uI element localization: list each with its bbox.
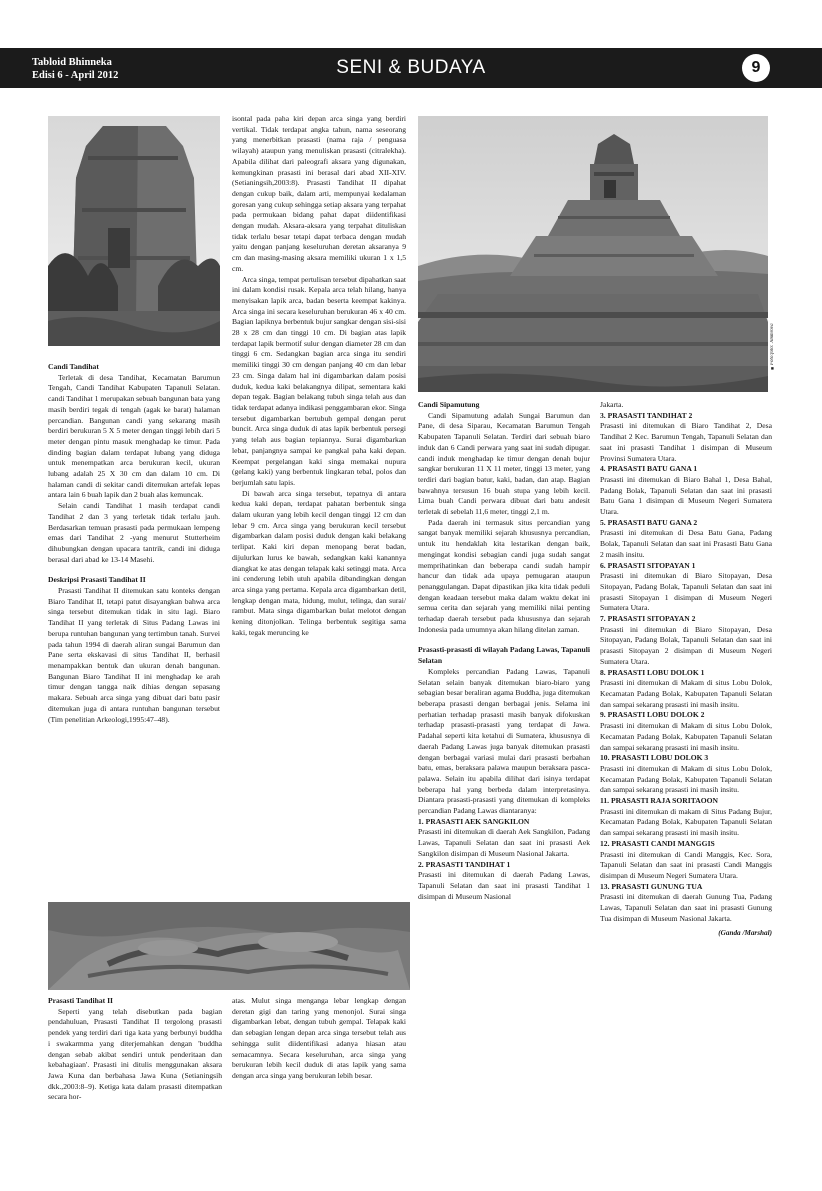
body-paragraph: Pada daerah ini termasuk situs percandian yang sangat banyak memiliki sejarah khususnya percandian, untuk itu hendaklah kita lestarikan dengan baik, mengingat kondisi sebagian candi juga sudah sangat memprihatinkan dan beberapa candi sudah hampir hancur dan tidak ada upaya pemugaran ataupun penanggulangan. Dapat dipastikan jika kita tidak peduli dengan keadaan tersebut maka dalam waktu dekat ini semua cerita dan sejarah yang memiliki nilai penting terhadap daerah tersebut pada khususnya dan sejarah Indonesia pada umumnya akan hilang ditelan zaman.	[418, 517, 590, 634]
publication-name: Tabloid Bhinneka	[32, 57, 112, 68]
body-paragraph: Kompleks percandian Padang Lawas, Tapanuli Selatan selain banyak ditemukan biaro-biaro yang sebagian besar beraliran agama Buddha, juga ditemukan beberapa prasasti dengan berbagai jenis. Selama ini perhatian terhadap prasasti masih banyak difokuskan terhadap prasasti-prasasti yang terdapat di Jawa. Padahal seperti kita ketahui di Sumatera, khususnya di daerah Padang Lawas juga banyak ditemukan prasasti dengan berbagai variasi mulai dari prasasti berbahan batu, emas, beraksara palawa maupun beraksara pasca-palawa. Selain itu apabila dilihat dari isinya terdapat beberapa hal yang berbeda dalam interpretasinya. Diantara prasasti-prasasti yang ditemukan di kompleks percandian Padang Lawas diantaranya:	[418, 666, 590, 816]
prasasti-tandihat-photo	[48, 902, 410, 990]
spacer	[48, 565, 220, 575]
body-paragraph: Prasasti ini ditemukan di Biaro Sitopayan, Desa Sitopayan, Padang Bolak, Tapanuli Selatan dan saat ini prasasti Sitopayan 1 disimpan di Museum Negeri Sumatera Utara.	[600, 571, 772, 613]
edition-label: Edisi 6 - April 2012	[32, 70, 119, 81]
inscription-heading: 11. PRASASTI RAJA SORITAOON	[600, 796, 719, 806]
section-heading: Prasasti-prasasti di wilayah Padang Lawas, Tapanuli Selatan	[418, 645, 590, 666]
inscription-heading: 13. PRASASTI GUNUNG TUA	[600, 881, 703, 891]
body-paragraph: Prasasti ini ditemukan di Makam di situs Lobu Dolok, Kecamatan Padang Bolak, Kabupaten Tapanuli Selatan dan sampai sekarang prasasti ini masih insitu.	[600, 678, 772, 709]
candi-sipamutung-photo	[418, 116, 768, 392]
body-paragraph: Prasasti ini ditemukan di daerah Aek Sangkilon, Padang Lawas, Tapanuli Selatan dan saat ini prasasti Aek Sangkilon disimpan di Museum Nasional Jakarta.	[418, 827, 590, 858]
column-1-bottom	[48, 996, 222, 1136]
body-paragraph: Prasasti ini ditemukan di Biaro Bahal 1, Desa Bahal, Padang Bolak, Tapanuli Selatan dan saat ini prasasti Batu Gana 1 disimpan di Museum Negeri Sumatera Utara.	[600, 474, 772, 517]
section-heading: Prasasti Tandihat II	[48, 996, 113, 1005]
column-3	[418, 400, 590, 1152]
inscription-heading: 9. PRASASTI LOBU DOLOK 2	[600, 710, 705, 720]
spacer	[418, 635, 590, 645]
inscription-heading: 6. PRASASTI SITOPAYAN 1	[600, 560, 696, 570]
body-paragraph: Prasasti ini ditemukan di Biaro Tandihat 2, Desa Tandihat 2 Kec. Barumun Tengah, Tapanuli Selatan dan saat ini prasasti Tandihat 1 disimpan di Museum Provinsi Sumatera Utara.	[600, 421, 772, 463]
column-1-top	[48, 362, 220, 896]
body-paragraph: atas. Mulut singa menganga lebar lengkap dengan deretan gigi dan taring yang menonjol. Surai singa digambarkan lebat, dengan tubuh gempal. Telapak kaki dan sebagian lengan depan arca singa tersebut telah aus sehingga sulit diidentifikasi adanya hiasan atau semacamnya. Secara keseluruhan, arca singa yang berukuran lebih kecil duduk di atas lapik yang sama dengan arca singa yang berukuran lebih besar.	[232, 996, 406, 1080]
section-title: SENI & BUDAYA	[336, 57, 486, 78]
column-4	[600, 400, 772, 1152]
inscription-heading: 12. PRASASTI CANDI MANGGIS	[600, 838, 715, 848]
body-paragraph: Prasasti ini ditemukan di daerah Gunung Tua, Padang Lawas, Tapanuli Selatan dan saat ini prasasti Gunung Tua disimpan di Museum Nasional Jakarta.	[600, 892, 772, 923]
body-paragraph: Prasasti Tandihat II ditemukan satu konteks dengan Biaro Tandihat II, tetapi patut disayangkan bahwa arca singa tersebut ditemukan tidak in situ lagi. Biaro Tandihat II yang terletak di Situs Padang Lawas ini berupa runtuhan bangunan yang tertimbun tanah. Survei pada tahun 1994 di daerah aliran sungai Barumun dan Pane serta ekskavasi di situs Tandihat II, berhasil menampakkan bentuk dan ukuran denah bangunan. Bangunan Biaro Tandihat II ini menghadap ke arah timur dengan tangga naik dihias dengan sepasang makara. Sebuah arca singa yang dibuat dari batu pasir ditemukan juga di antara runtuhan bangunan tersebut (Tim penelitian Arkeologi,1995:47–48).	[48, 586, 220, 724]
inscription-heading: 10. PRASASTI LOBU DOLOK 3	[600, 753, 709, 763]
column-2-top	[232, 114, 406, 896]
body-paragraph: Prasasti ini ditemukan di Desa Batu Gana, Padang Bolak, Tapanuli Selatan dan saat ini Prasasti Batu Gana 2 masih insitu.	[600, 528, 772, 559]
body-paragraph: Di bawah arca singa tersebut, tepatnya di antara kedua kaki depan, terdapat pahatan berbentuk singa dalam ukuran yang lebih kecil dengan tinggi 12 cm dan lebar 9 cm. Arca singa yang berukuran kecil tersebut digambarkan dalam posisi duduk dengan kaki belakang terlipat. Kaki kiri depan menopang berat badan, dijulurkan lurus ke bawah, sedangkan kaki kanannya diangkat ke atas dengan telapak kaki setinggi mata. Arca ini cenderung lebih utuh apabila dibandingkan dengan arca singa yang pertama. Kepala arca digambarkan detil, lengkap dengan mata, hidung, mulut, telinga, dan surai/ rambut. Mata singa digambarkan bulat melotot dengan kening ditonjolkan. Telinga berbentuk segitiga sama kaki, tegak meruncing ke	[232, 488, 406, 637]
inscription-heading: 7. PRASASTI SITOPAYAN 2	[600, 614, 696, 624]
body-paragraph: Prasasti ini ditemukan di Makam di situs Lobu Dolok, Kecamatan Padang Bolak, Kabupaten Tapanuli Selatan dan sampai sekarang prasasti ini masih insitu.	[600, 763, 772, 795]
body-paragraph: Prasasti ini ditemukan di makam di Situs Padang Bujur, Kecamatan Padang Bolak, Kabupaten Tapanuli Selatan dan sampai sekarang prasasti ini masih insitu.	[600, 806, 772, 838]
inscription-heading: 1. PRASASTI AEK SANGKILON	[418, 816, 530, 826]
section-heading: Candi Sipamutung	[418, 400, 480, 409]
inscription-heading: 3. PRASASTI TANDIHAT 2	[600, 410, 693, 420]
body-paragraph: Prasasti ini ditemukan di Candi Manggis, Kec. Sora, Tapanuli Selatan dan saat ini prasasti Candi Manggis disimpan di Museum Negeri Sumatera Utara.	[600, 849, 772, 880]
page-header	[0, 48, 822, 88]
section-heading: Deskripsi Prasasti Tandihat II	[48, 575, 146, 585]
body-paragraph: Jakarta.	[600, 400, 624, 409]
page-number: 9	[742, 54, 770, 82]
author-credit: (Ganda /Marshal)	[718, 929, 772, 938]
section-heading: Candi Tandihat	[48, 362, 99, 371]
body-paragraph: Candi Sipamutung adalah Sungai Barumun dan Pane, di desa Siparau, Kecamatan Barumun Tengah Kabupaten Tapanuli Selatan. Terdiri dari sebuah biaro induk dan 6 Candi perwara yang saat ini sudah dipugar. candi induk menghadap ke timur dengan denah bujur sangkar berukuran 11 X 11 meter, tinggi 13 meter, yang terdiri dari bagian batur, kaki, badan, dan atap. Bagian bawahnya tersusun 16 buah stupa yang lebih kecil. Lima buah Candi perwara dibuat dari batu andesit terletak di sebelah 11,6 meter, tinggi 2,1 m.	[418, 410, 590, 517]
inscription-heading: 8. PRASASTI LOBU DOLOK 1	[600, 667, 705, 677]
inscription-heading: 5. PRASASTI BATU GANA 2	[600, 517, 698, 527]
body-paragraph: Prasasti ini ditemukan di Makam di situs Lobu Dolok, Kecamatan Padang Bolak, Kabupaten Tapanuli Selatan dan sampai sekarang prasasti ini masih insitu.	[600, 721, 772, 752]
body-paragraph: Seperti yang telah disebutkan pada bagian pendahuluan, Prasasti Tandihat II tergolong prasasti pendek yang terdiri dari tiga kata yang berbunyi buddha i swakarmma yang diterjemahkan dengan 'buddha dengan sebab akibat sendiri untuk penderitaan dan kebahagiaan'. Prasasti ini ditulis menggunakan aksara Jawa Kuna dan berbahasa Jawa Kuna (Setianingsih dkk.,2003:8–9). Ketiga kata dalam prasasti ditempatkan secara hor-	[48, 1006, 222, 1102]
column-2-bottom	[232, 996, 406, 1136]
body-paragraph: isontal pada paha kiri depan arca singa yang berdiri vertikal. Tidak terdapat angka tahun, nama seseorang yang menerbitkan prasasti (nama raja / penguasa wilayah) ataupun yang menuliskan prasasti (citralekha). Apabila dilihat dari paleografi aksara yang digunakan, kemungkinan prasasti ini berasal dari abad XII-XIV.(Setianingsih,2003:8). Prasasti Tandihat II dipahat dengan cukup baik, dalam arti, mempunyai kedalaman goresan yang cukup sehingga setiap aksara yang terpahat pada permukaan bidang pahat dapat diidentifikasi dengan mudah. Aksara-aksara yang terpahat dituliskan tidak terlalu besar tetapi dapat terbaca dengan mudah yaitu dengan panjang keseluruhan deretan aksaranya 9 cm dan masing-masing aksara memiliki ukuran 1 x 1,5 cm.	[232, 114, 406, 273]
body-paragraph: Prasasti ini ditemukan di daerah Padang Lawas, Tapanuli Selatan dan saat ini prasasti Tandihat 1 disimpan di Museum Nasional	[418, 870, 590, 901]
body-paragraph: Arca singa, tempat pertulisan tersebut dipahatkan saat ini dalam kondisi rusak. Kepala arca telah hilang, hanya menyisakan lapik arca, badan beserta keempat kakinya. Arca singa ini secara keseluruhan berukuran 46 x 40 cm. Bagian lapiknya berbentuk bujur sangkar dengan sisi-sisi 28 x 28 cm dan tinggi 10 cm. Di bagian atas lapik terdapat lapik bermotif sulur dengan diameter 28 cm dan tinggi 6 cm. Sedangkan bagian arca singa itu sendiri memiliki tinggi 30 cm dengan panjang 40 cm dan lebar 23 cm. Singa dalam hal ini digambarkan dalam posisi duduk, kedua kaki belakangnya dilipat, sementara kaki depan tegak. Bagian belakang tubuh singa telah aus dan tidak terdapat adanya indikasi penggambaran ekor. Singa tersebut digambarkan bertubuh gempal dengan perut buncit. Arca singa duduk di atas lapik berbentuk persegi yang telah aus bagian tepiannya. Surai digambarkan lebat, panjangnya sampai ke pangkal paha kaki depan. Keempat pergelangan kaki singa memakai nupura (gelang kaki) yang berbentuk lingkaran tebal, polos dan berjumlah satu lapis.	[232, 274, 406, 487]
photo-credit: ■Foto:foto: Jimmrova	[770, 323, 775, 370]
inscription-heading: 4. PRASASTI BATU GANA 1	[600, 464, 698, 474]
body-paragraph: Prasasti ini ditemukan di Biaro Sitopayan, Desa Sitopayan, Padang Bolak, Tapanuli Selatan dan saat ini prasasti Sitopayan 2 disimpan di Museum Negeri Sumatera Utara.	[600, 624, 772, 666]
body-paragraph: Selain candi Tandihat 1 masih terdapat candi Tandihat 2 dan 3 yang terletak tidak terlalu jauh. Berdasarkan temuan prasasti pada permukaan lempeng emas dari Tandihat 2 -yang menurut Stutterheim dihubungkan dengan upacara tantrik, candi ini diduga berasal dari abad ke 13-14 Masehi.	[48, 501, 220, 564]
body-paragraph: Terletak di desa Tandihat, Kecamatan Barumun Tengah, Candi Tandihat Kabupaten Tapanuli Selatan. candi Tandihat 1 merupakan sebuah bangunan bata yang masih berdiri tegak di tengah (agak ke barat) halaman percandian. Bangunan candi yang sekarang masih berdiri berukuran 5 X 5 meter dengan tinggi lebih dari 5 meter dengan pintu masuk menghadap ke timur. Pada dinding bagian dalam terdapat lubang yang diduga untuk menempatkan arca berukuran kecil, ukuran lubang adalah 25 X 30 cm dan dalam 10 cm. Di halaman candi di sekitar candi ditemukan artefak lepas antara lain 6 buah lapik dan 2 buah alas kemuncak.	[48, 372, 220, 500]
inscription-heading: 2. PRASASTI TANDIHAT 1	[418, 859, 511, 869]
candi-tandihat-photo	[48, 116, 220, 346]
